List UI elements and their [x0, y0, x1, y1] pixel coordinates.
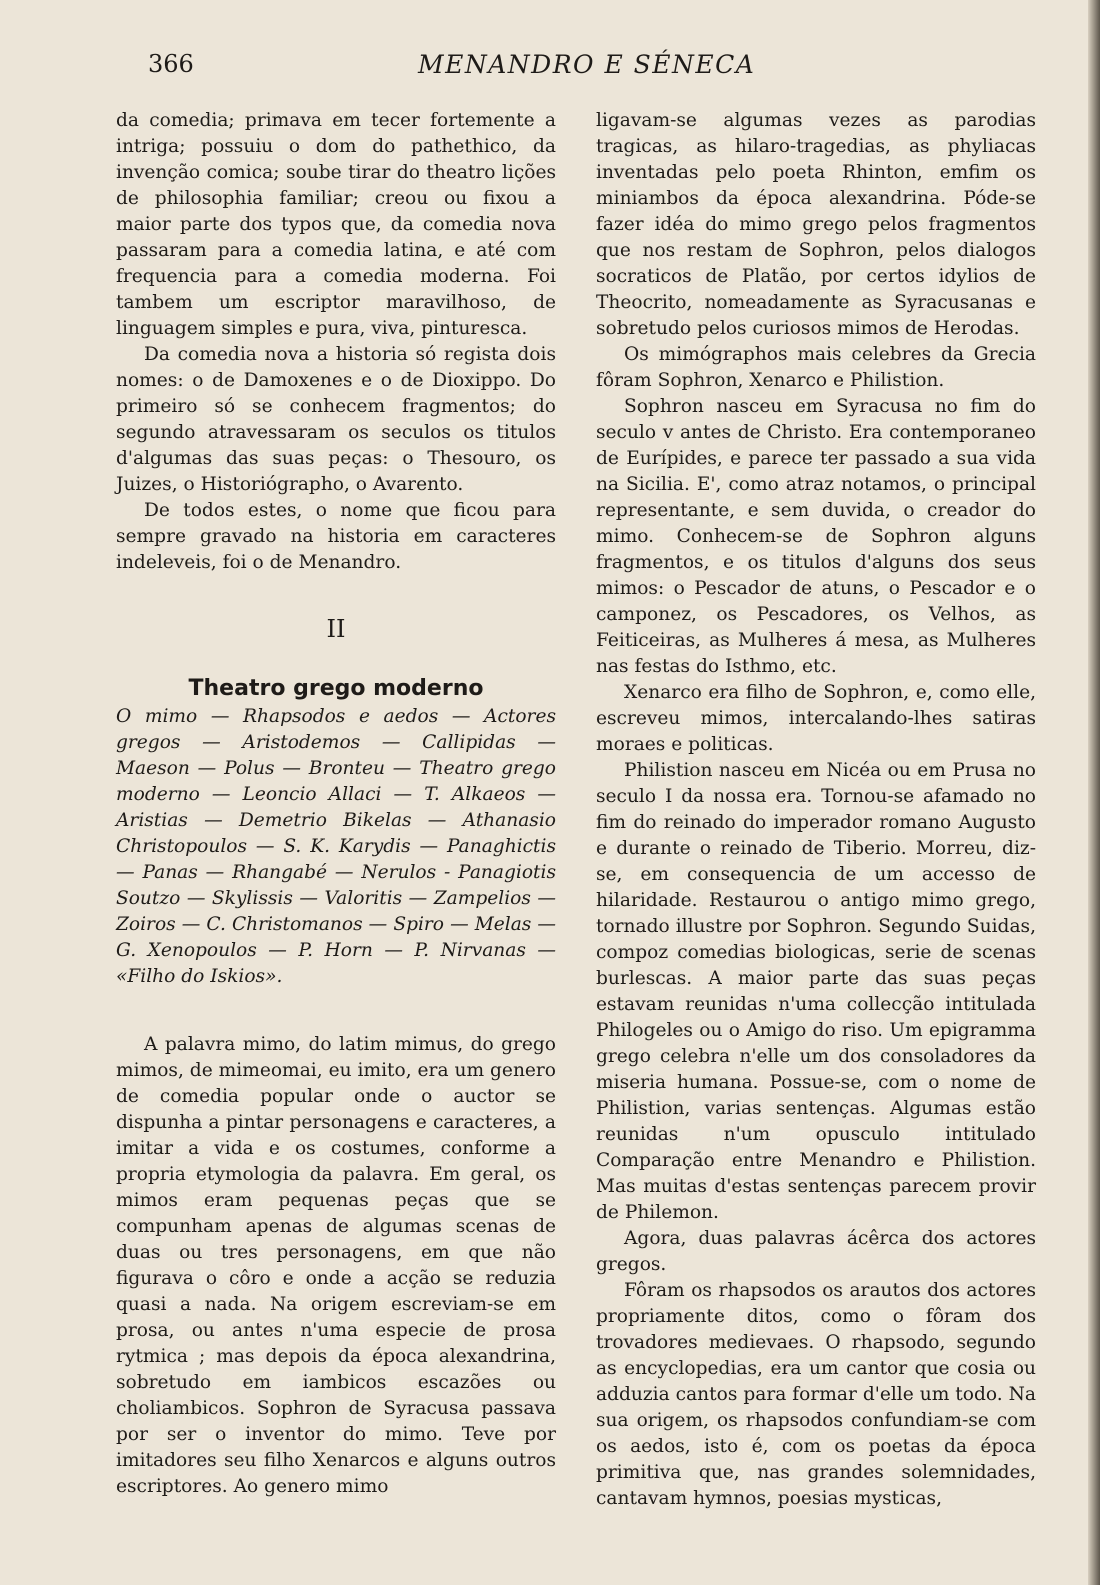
section-number: II: [326, 615, 346, 643]
paragraph: Xenarco era filho de Sophron, e, como elle, escreveu mimos, intercalando-lhes satiras moraes e politicas.: [596, 682, 1036, 755]
paragraph: Os mimógraphos mais celebres da Grecia fôram Sophron, Xenarco e Philistion.: [596, 344, 1036, 391]
paragraph: ligavam-se algumas vezes as parodias tragicas, as hilaro-tragedias, as phyliacas inventadas pelo poeta Rhinton, emfim os miniambos da época alexandrina. Póde-se fazer idéa do mimo grego pelos fragmentos que nos restam de Sophron, pelos dialogos socraticos de Platão, por certos idylios de Theocrito, nomeadamente as Syracusanas e sobretudo pelos curiosos mimos de Herodas.: [596, 110, 1036, 339]
paragraph: De todos estes, o nome que ficou para sempre gravado na historia em caracteres indeleveis, foi o de Menandro.: [116, 500, 556, 573]
right-column: [596, 108, 1036, 1512]
paragraph: Philistion nasceu em Nicéa ou em Prusa no seculo I da nossa era. Tornou-se afamado no fim do reinado do imperador romano Augusto e durante o reinado de Tiberio. Morreu, diz-se, em consequencia de um accesso de hilaridade. Restaurou o antigo mimo grego, tornado illustre por Sophron. Segundo Suidas, compoz comedias biologicas, serie de scenas burlescas. A maior parte das suas peças estavam reunidas n'uma collecção intitulada Philogeles ou o Amigo do riso. Um epigramma grego celebra n'elle um dos consoladores da miseria humana. Possue-se, com o nome de Philistion, varias sentenças. Algumas estão reunidas n'um opusculo intitulado Comparação entre Menandro e Philistion. Mas muitas d'estas sentenças parecem provir de Philemon.: [596, 760, 1036, 1223]
spacer: [116, 990, 556, 1032]
page-number: 366: [148, 50, 194, 78]
page-edge-shadow: [1088, 0, 1100, 1585]
paragraph: A palavra mimo, do latim mimus, do grego mimos, de mimeomai, eu imito, era um genero de comedia popular onde o auctor se dispunha a pintar personagens e caracteres, a imitar a vida e os costumes, conforme a propria etymologia da palavra. Em geral, os mimos eram pequenas peças que se compunham apenas de algumas scenas de duas ou tres personagens, em que não figurava o côro e onde a acção se reduzia quasi a nada. Na origem escreviam-se em prosa, ou antes n'uma especie de prosa rytmica ; mas depois da época alexandrina, sobretudo em iambicos escazões ou choliambicos. Sophron de Syracusa passava por ser o inventor do mimo. Teve por imitadores seu filho Xenarcos e alguns outros escriptores. Ao genero mimo: [116, 1034, 556, 1497]
running-title: MENANDRO E SÉNECA: [418, 50, 756, 79]
chapter-summary: O mimo — Rhapsodos e aedos — Actores gregos — Aristodemos — Callipidas — Maeson — Polus — Bronteu — Theatro grego moderno — Leoncio Allaci — T. Alkaeos — Aristias — Demetrio Bikelas — Athanasio Christopoulos — S. K. Karydis — Panaghictis — Panas — Rhangabé — Nerulos - Panagiotis Soutzo — Skylissis — Valoritis — Zampelios — Zoiros — C. Christomanos — Spiro — Melas — G. Xenopoulos — P. Horn — P. Nirvanas — «Filho do Iskios».: [116, 706, 556, 987]
paragraph: Sophron nasceu em Syracusa no fim do seculo v antes de Christo. Era contemporaneo de Eurípides, e parece ter passado a sua vida na Sicilia. E', como atraz notamos, o principal representante, e sem duvida, o creador do mimo. Conhecem-se de Sophron alguns fragmentos, e os titulos d'alguns dos seus mimos: o Pescador de atuns, o Pescador e o camponez, os Pescadores, os Velhos, as Feiticeiras, as Mulheres á mesa, as Mulheres nas festas do Isthmo, etc.: [596, 396, 1036, 677]
left-column: [116, 108, 556, 1500]
paragraph: Agora, duas palavras ácêrca dos actores gregos.: [596, 1228, 1036, 1275]
page-header: [0, 50, 1100, 90]
paragraph: da comedia; primava em tecer fortemente a intriga; possuiu o dom do pathethico, da invenção comica; soube tirar do theatro lições de philosophia familiar; creou ou fixou a maior parte dos typos que, da comedia nova passaram para a comedia latina, e até com frequencia para a comedia moderna. Foi tambem um escriptor maravilhoso, de linguagem simples e pura, viva, pinturesca.: [116, 110, 556, 339]
paragraph: Fôram os rhapsodos os arautos dos actores propriamente ditos, como o fôram dos trovadores medievaes. O rhapsodo, segundo as encyclopedias, era um cantor que cosia ou adduzia cantos para formar d'elle um todo. Na sua origem, os rhapsodos confundiam-se com os aedos, isto é, com os poetas da época primitiva que, nas grandes solemnidades, cantavam hymnos, poesias mysticas,: [596, 1280, 1036, 1509]
section-title: Theatro grego moderno: [188, 676, 484, 701]
paragraph: Da comedia nova a historia só regista dois nomes: o de Damoxenes e o de Dioxippo. Do primeiro só se conhecem fragmentos; do segundo atravessaram os seculos os titulos d'algumas das suas peças: o Thesouro, os Juizes, o Historiógrapho, o Avarento.: [116, 344, 556, 495]
